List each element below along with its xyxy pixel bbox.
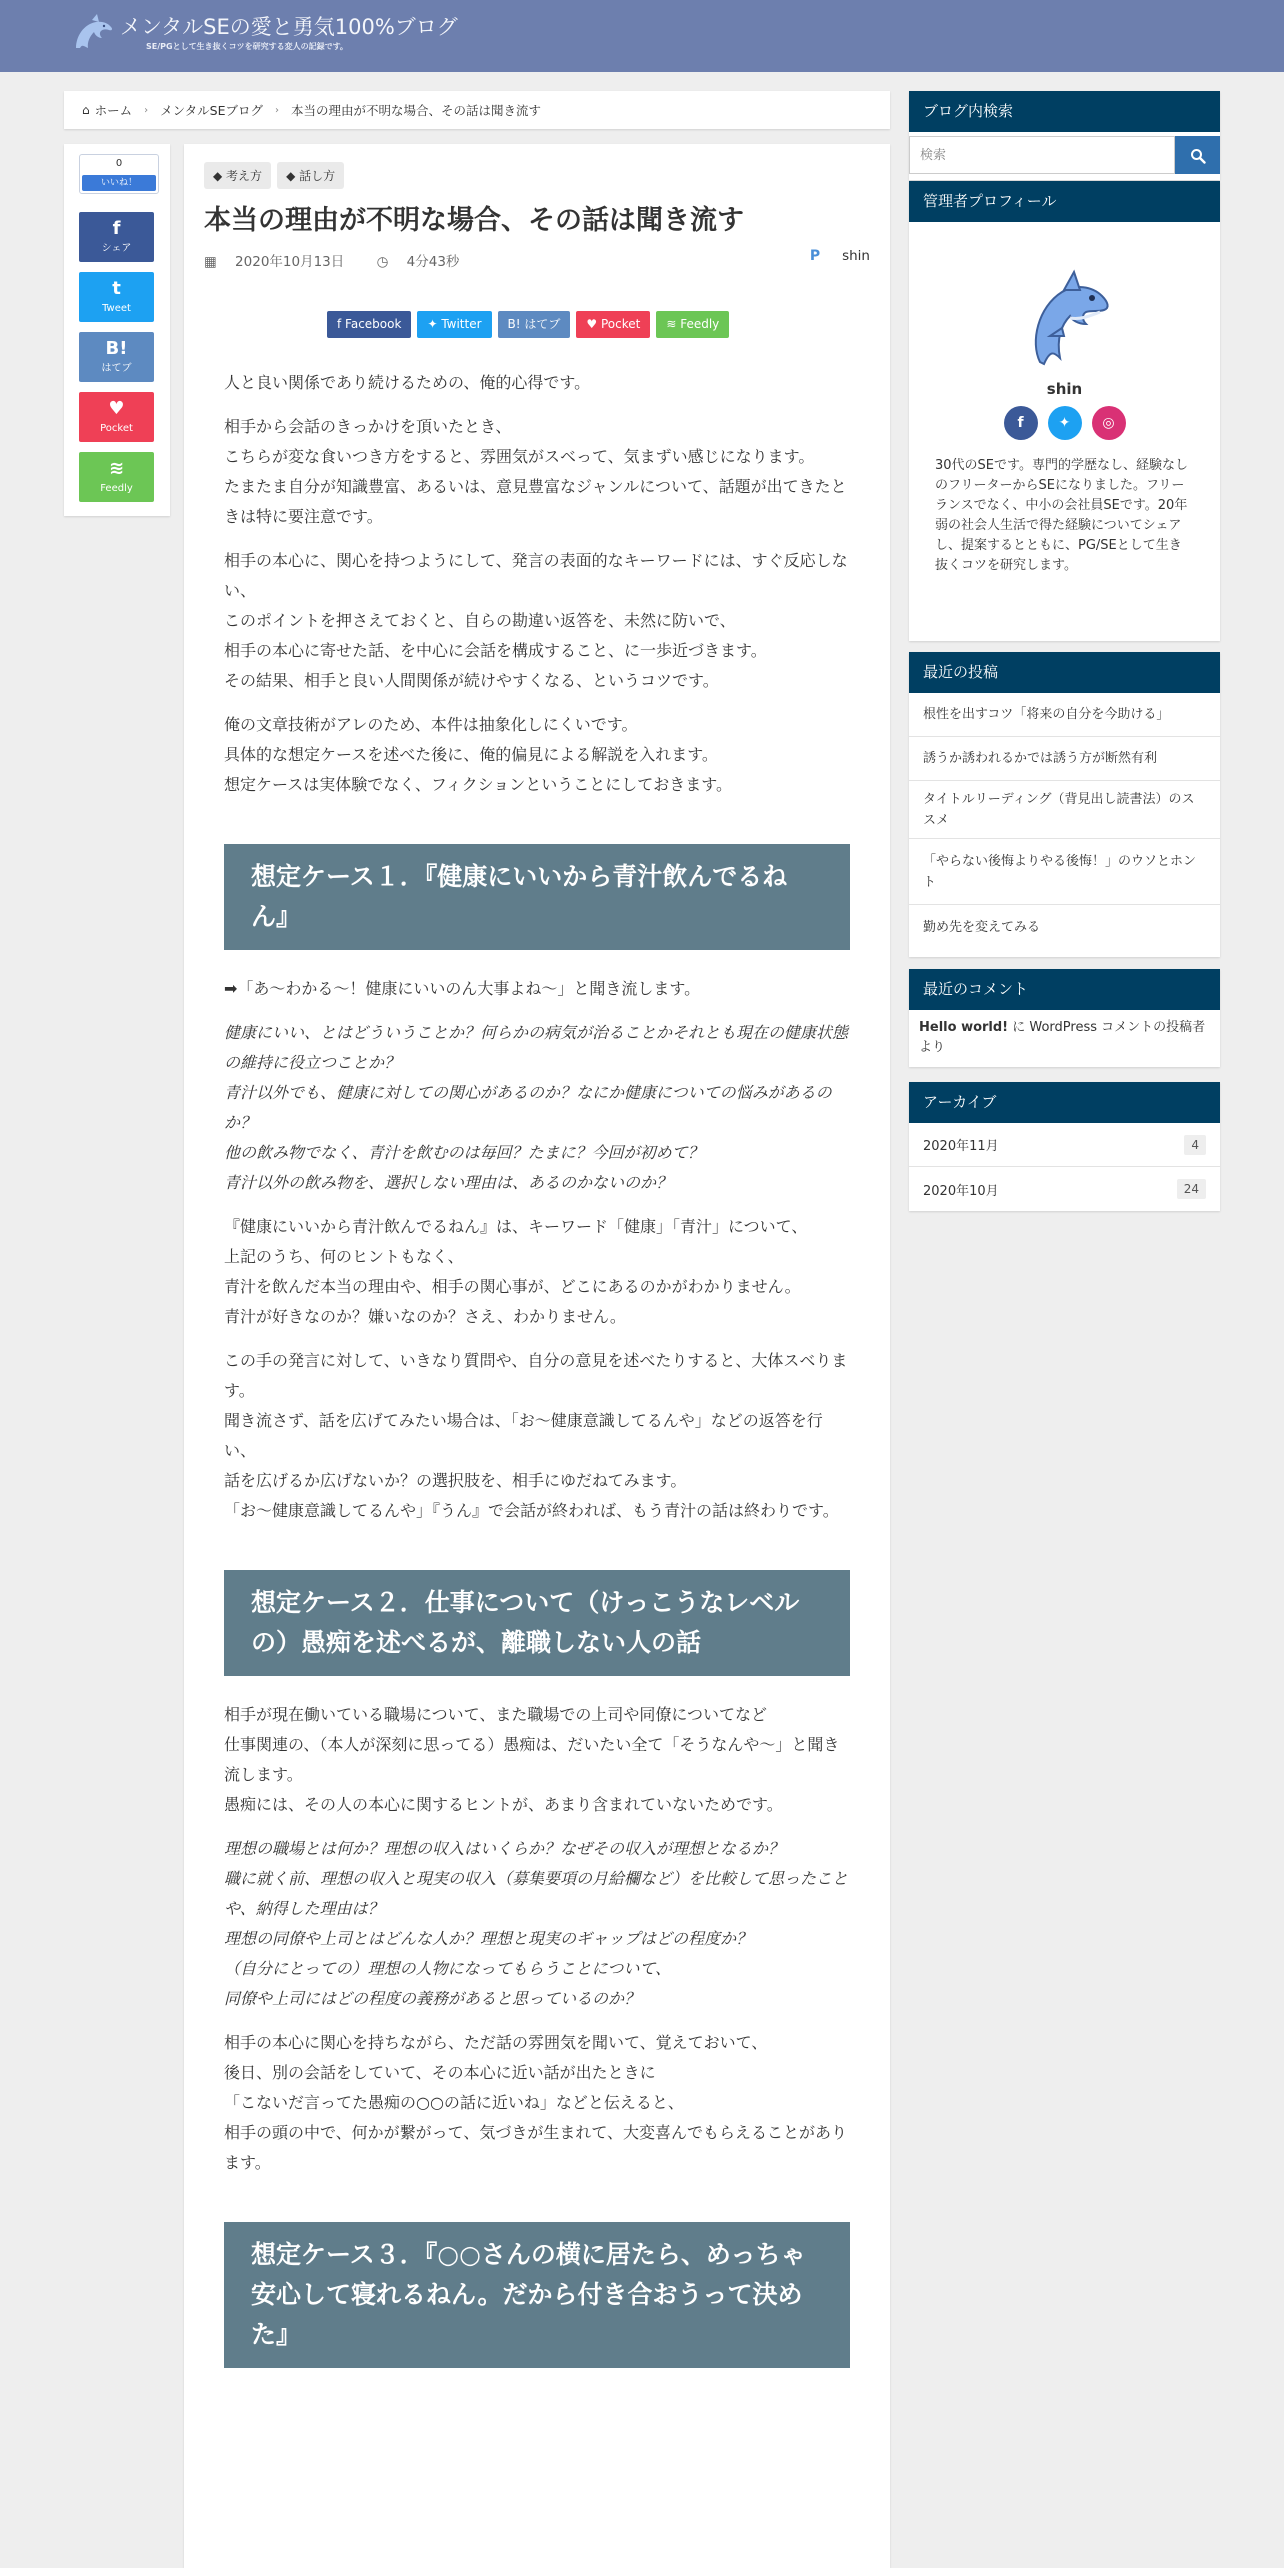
text-line: こちらが変な食いつき方をすると、雰囲気がスベって、気まずい感じになります。	[224, 447, 815, 466]
author-name: shin	[842, 248, 870, 264]
text-line: 青汁が好きなのか？嫌いなのか？さえ、わかりません。	[224, 1307, 626, 1326]
recent-post-link[interactable]: 勤め先を変えてみる	[923, 919, 1041, 935]
share-hatena-button[interactable]	[498, 311, 571, 338]
paragraph	[224, 710, 850, 800]
site-header	[0, 0, 1284, 72]
recent-comment	[909, 1010, 1220, 1066]
question-list	[224, 1018, 850, 1198]
twitter-icon: t	[112, 278, 121, 299]
text-line: 『健康にいいから青汁飲んでるねん』は、キーワード「健康」「青汁」について、	[224, 1217, 808, 1236]
like-count: 0	[115, 158, 123, 169]
breadcrumb-home-label: ホーム	[94, 103, 133, 118]
tag-label: 話し方	[299, 169, 336, 183]
paragraph: ➡「あ〜わかる〜！健康にいいのん大事よね〜」と聞き流します。	[224, 979, 701, 998]
instagram-icon[interactable]: ◎	[1092, 406, 1126, 440]
text-line: 「こないだ言ってた愚痴の○○の話に近いね」などと伝えると、	[224, 2093, 684, 2112]
site-title: メンタルSEの愛と勇気100%ブログ	[120, 15, 458, 39]
pocket-icon: ♥	[108, 398, 125, 419]
text-line: たまたま自分が知識豊富、あるいは、意見豊富なジャンルについて、話題が出てきたときは特に要注意です。	[224, 477, 847, 526]
tag-item[interactable]	[204, 162, 271, 189]
text-line: 相手の本心に関心を持ちながら、ただ話の雰囲気を聞いて、覚えておいて、	[224, 2033, 768, 2052]
breadcrumb	[64, 91, 890, 129]
text-line: 相手から会話のきっかけを頂いたとき、	[224, 417, 512, 436]
tag-list	[204, 162, 350, 189]
twitter-icon: ✦	[427, 317, 442, 331]
share-hatena-label: はてブ	[524, 317, 561, 331]
rss-icon: ≋	[666, 317, 681, 331]
text-line: 相手が現在働いている職場について、また職場での上司や同僚についてなど	[224, 1705, 768, 1724]
hatena-icon: B!	[105, 338, 128, 359]
text-line: このポイントを押さえておくと、自らの勘違い返答を、未然に防いで、	[224, 611, 736, 630]
breadcrumb-home[interactable]	[82, 101, 132, 119]
share-twitter-button[interactable]	[417, 311, 491, 338]
share-rail	[64, 144, 170, 516]
share-feedly-label: Feedly	[100, 483, 133, 494]
read-time	[377, 254, 474, 270]
share-feedly-button[interactable]	[79, 452, 154, 502]
share-pocket-label: Pocket	[100, 423, 133, 434]
text-line: 俺の文章技術がアレのため、本件は抽象化しにくいです。	[224, 715, 638, 734]
comment-connector: に	[1008, 1020, 1030, 1035]
share-facebook-label: Facebook	[345, 317, 402, 331]
comment-post-link[interactable]: Hello world!	[919, 1020, 1009, 1035]
archive-link[interactable]	[909, 1123, 1220, 1167]
article-meta	[204, 250, 487, 270]
share-twitter-button[interactable]	[79, 272, 154, 322]
widget-title: 管理者プロフィール	[909, 181, 1220, 222]
profile-widget	[909, 181, 1220, 641]
article-title: 本当の理由が不明な場合、その話は聞き流す	[204, 205, 744, 236]
profile-description: 30代のSEです。専門的学歴なし、経験なしのフリーターからSEになりました。フリーランスでなく、中小の会社員SEです。20年弱の社会人生活で得た経験についてシェアし、提案するとともに、PG/SEとして生き抜くコツを研究します。	[935, 458, 1188, 573]
read-time-value: 4分43秒	[406, 254, 460, 270]
post-date	[204, 254, 358, 270]
text-line: 「お〜健康意識してるんや」『うん』で会話が終われば、もう青汁の話は終わりです。	[224, 1501, 839, 1520]
paragraph	[224, 1700, 850, 1820]
text-line: その結果、相手と良い人間関係が続けやすくなる、というコツです。	[224, 671, 719, 690]
widget-title: ブログ内検索	[909, 91, 1220, 132]
breadcrumb-current: 本当の理由が不明な場合、その話は聞き流す	[290, 103, 541, 118]
text-line: 後日、別の会話をしていて、その本心に近い話が出たときに	[224, 2063, 656, 2082]
profile-name: shin	[1046, 380, 1083, 398]
author[interactable]	[810, 248, 870, 264]
tag-label: 考え方	[226, 169, 263, 183]
text-line: 相手の頭の中で、何かが繋がって、気づきが生まれて、大変喜んでもらえることがあります。	[224, 2123, 848, 2172]
paragraph	[224, 2028, 850, 2178]
search-icon	[1190, 148, 1206, 164]
tag-icon: ◆	[286, 169, 300, 183]
share-facebook-button[interactable]	[327, 311, 411, 338]
archive-count: 4	[1184, 1135, 1206, 1155]
text-line: 相手の本心に、関心を持つようにして、発言の表面的なキーワードには、すぐ反応しない、	[224, 551, 848, 600]
recent-posts-widget	[909, 652, 1220, 957]
tag-icon: ◆	[213, 169, 227, 183]
text-line: 青汁以外でも、健康に対しての関心があるのか？なにか健康についての悩みがあるのか？	[224, 1083, 832, 1132]
paragraph	[224, 546, 850, 696]
text-line: 話を広げるか広げないか？の選択肢を、相手にゆだねてみます。	[224, 1471, 687, 1490]
text-line: 仕事関連の、（本人が深刻に思ってる）愚痴は、だいたい全て「そうなんや〜」と聞き流します。	[224, 1735, 840, 1784]
share-facebook-label: シェア	[101, 243, 132, 254]
archive-link[interactable]	[909, 1167, 1220, 1211]
share-hatena-label: はてブ	[101, 363, 132, 374]
recent-post-link[interactable]: 根性を出すコツ「将来の自分を今助ける」	[909, 693, 1220, 737]
article	[184, 144, 890, 2568]
share-pocket-label: Pocket	[600, 317, 641, 331]
text-line: 具体的な想定ケースを述べた後に、俺的偏見による解説を入れます。	[224, 745, 718, 764]
paragraph	[224, 1346, 850, 1526]
search-widget	[909, 91, 1220, 180]
paragraph	[224, 1212, 850, 1332]
site-subtitle: SE/PGとして生き抜くコツを研究する変人の記録です。	[146, 42, 348, 51]
text-line: 健康にいい、とはどういうことか？何らかの病気が治ることかそれとも現在の健康状態の維持に役立つことか？	[224, 1023, 849, 1072]
search-button[interactable]	[1175, 136, 1220, 174]
chevron-right-icon: ›	[274, 104, 279, 116]
share-pocket-button[interactable]	[576, 311, 650, 338]
share-twitter-label: Tweet	[102, 303, 131, 314]
text-line: 愚痴には、その人の本心に関するヒントが、あまり含まれていないためです。	[224, 1795, 783, 1814]
comment-suffix: より	[919, 1040, 946, 1055]
comment-author[interactable]: WordPress コメントの投稿者	[1029, 1020, 1206, 1035]
breadcrumb-category[interactable]: メンタルSEブログ	[160, 103, 263, 118]
recent-post-link[interactable]: タイトルリーディング（背見出し読書法）のススメ	[909, 781, 1220, 839]
widget-title: アーカイブ	[909, 1082, 1220, 1123]
question-list	[224, 1834, 850, 2014]
case-heading-2: 想定ケース２．仕事について（けっこうなレベルの）愚痴を述べるが、離職しない人の話	[224, 1570, 850, 1676]
hatena-icon: B!	[507, 317, 525, 331]
text-line: 職に就く前、理想の収入と現実の収入（募集要項の月給欄など）を比較して思ったことや、納得した理由は？	[224, 1869, 849, 1918]
share-feedly-button[interactable]	[656, 311, 729, 338]
widget-title: 最近のコメント	[909, 969, 1220, 1010]
text-line: 上記のうち、何のヒントもなく、	[224, 1247, 464, 1266]
case-heading-1: 想定ケース１．『健康にいいから青汁飲んでるねん』	[224, 844, 850, 950]
share-pocket-button[interactable]	[79, 392, 154, 442]
like-button[interactable]: いいね！	[82, 175, 156, 191]
text-line: 青汁を飲んだ本当の理由や、相手の関心事が、どこにあるのかがわかりません。	[224, 1277, 801, 1296]
share-facebook-button[interactable]	[79, 212, 154, 262]
share-row	[327, 311, 735, 338]
text-line: 想定ケースは実体験でなく、フィクションということにしておきます。	[224, 775, 733, 794]
pocket-icon: ♥	[586, 317, 601, 331]
site-logo[interactable]	[70, 14, 458, 54]
text-line: 相手の本心に寄せた話、を中心に会話を構成すること、に一歩近づきます。	[224, 641, 767, 660]
case-heading-3: 想定ケース３．『○○さんの横に居たら、めっちゃ安心して寝れるねん。だから付き合おうって決めた』	[224, 2222, 850, 2368]
search-input[interactable]	[909, 136, 1175, 174]
paragraph: 人と良い関係であり続けるための、俺的心得です。	[224, 373, 591, 392]
post-date-value: 2020年10月13日	[235, 254, 345, 270]
home-icon: ⌂	[82, 103, 90, 117]
share-feedly-label: Feedly	[680, 317, 720, 331]
text-line: 理想の職場とは何か？理想の収入はいくらか？なぜその収入が理想となるか？	[224, 1839, 785, 1858]
archive-widget	[909, 1082, 1220, 1211]
rss-icon: ≋	[108, 458, 125, 479]
article-body	[224, 368, 850, 2392]
text-line: 理想の同僚や上司とはどんな人か？理想と現実のギャップはどの程度か？	[224, 1929, 753, 1948]
archive-label: 2020年11月	[923, 1139, 999, 1154]
facebook-icon: f	[112, 218, 121, 239]
profile-social-links	[909, 406, 1220, 440]
text-line: この手の発言に対して、いきなり質問や、自分の意見を述べたりすると、大体スベります。	[224, 1351, 848, 1400]
text-line: 聞き流さず、話を広げてみたい場合は、「お〜健康意識してるんや」などの返答を行い、	[224, 1411, 823, 1460]
text-line: 青汁以外の飲み物を、選択しない理由は、あるのかないのか？	[224, 1173, 673, 1192]
archive-count: 24	[1177, 1179, 1206, 1199]
clock-icon: ◷	[376, 254, 393, 270]
author-avatar-icon: P	[809, 248, 821, 264]
dolphin-avatar-icon	[1010, 262, 1120, 372]
text-line: 他の飲み物でなく、青汁を飲むのは毎回？たまに？今回が初めて？	[224, 1143, 704, 1162]
text-line: 同僚や上司にはどの程度の義務があると思っているのか？	[224, 1989, 641, 2008]
chevron-right-icon: ›	[144, 104, 149, 116]
paragraph	[224, 412, 850, 532]
text-line: （自分にとっての）理想の人物になってもらうことについて、	[224, 1959, 672, 1978]
share-twitter-label: Twitter	[441, 317, 482, 331]
recent-comments-widget	[909, 969, 1220, 1067]
recent-post-link[interactable]: 誘うか誘われるかでは誘う方が断然有利	[909, 737, 1220, 781]
twitter-icon[interactable]: ✦	[1048, 406, 1082, 440]
calendar-icon: ▦	[204, 254, 222, 270]
archive-label: 2020年10月	[923, 1183, 999, 1199]
facebook-icon[interactable]: f	[1004, 406, 1038, 440]
widget-title: 最近の投稿	[909, 652, 1220, 693]
share-hatena-button[interactable]	[79, 332, 154, 382]
dolphin-logo-icon	[70, 14, 116, 54]
recent-post-link[interactable]: 「やらない後悔よりやる後悔！」のウソとホント	[909, 839, 1220, 905]
facebook-icon: f	[337, 317, 346, 331]
like-box[interactable]	[79, 154, 159, 194]
tag-item[interactable]	[277, 162, 344, 189]
